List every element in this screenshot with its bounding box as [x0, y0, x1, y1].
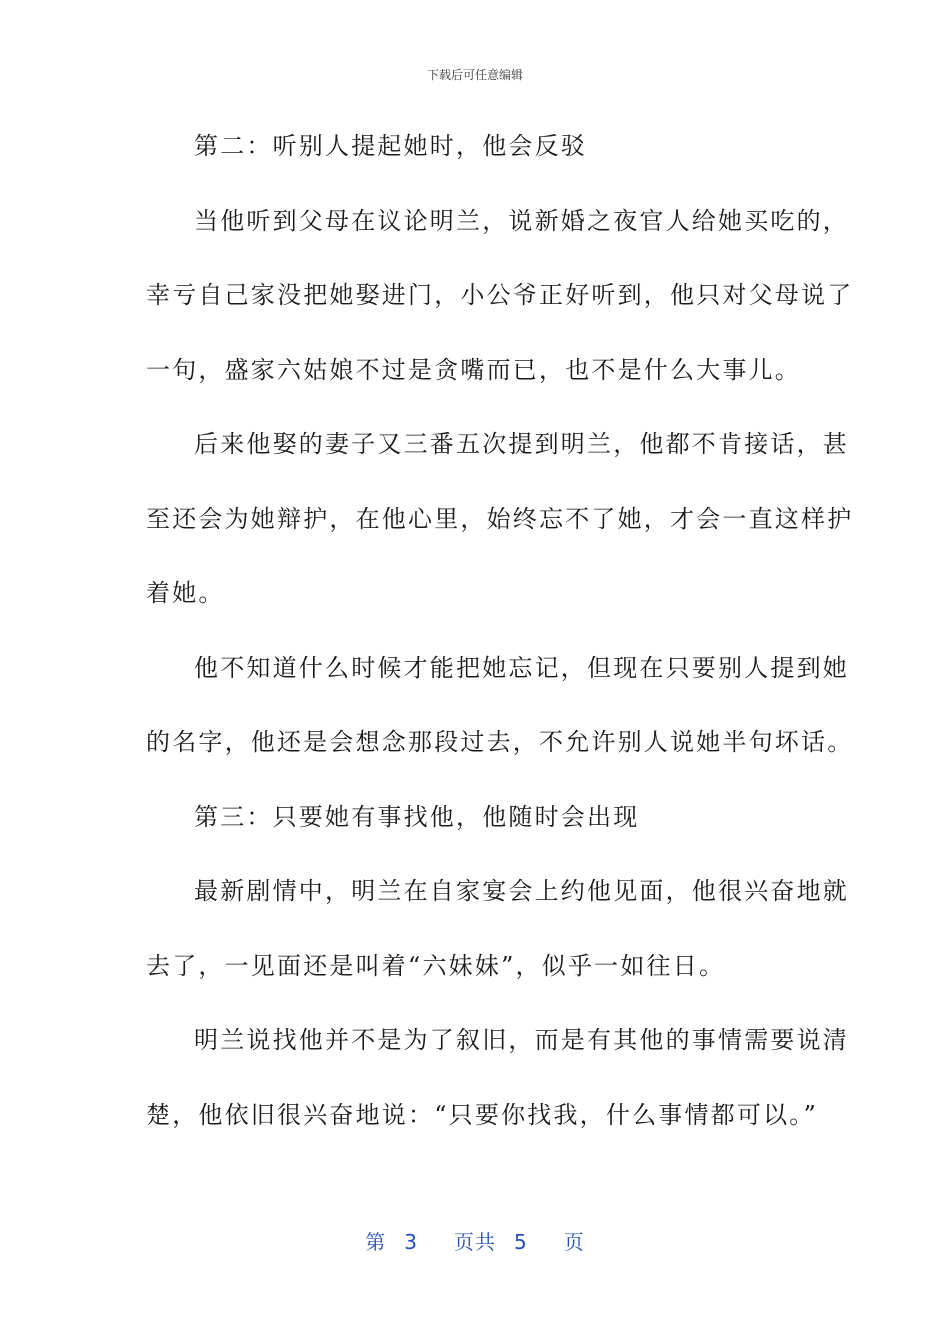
page-footer — [0, 1226, 950, 1255]
body-line: 第三：只要她有事找他，他随时会出现 — [194, 802, 640, 831]
body-line: 后来他娶的妻子又三番五次提到明兰，他都不肯接话，甚 — [194, 430, 849, 458]
body-line: 着她。 — [146, 579, 225, 607]
body-line: 最新剧情中，明兰在自家宴会上约他见面，他很兴奋地就 — [194, 877, 849, 905]
page-header: 下载后可任意编辑 — [426, 68, 523, 82]
page-label-prefix: 第 — [365, 1230, 387, 1254]
document-body — [146, 120, 854, 1163]
body-line: 第二：听别人提起她时，他会反驳 — [194, 132, 587, 160]
page-label-suffix: 页 — [563, 1230, 585, 1254]
current-page-number: 3 — [404, 1230, 418, 1254]
body-line: 明兰说找他并不是为了叙旧，而是有其他的事情需要说清 — [194, 1026, 849, 1054]
body-line: 至还会为她辩护，在他心里，始终忘不了她，才会一直这样护 — [146, 504, 854, 533]
page-label-mid: 页共 — [454, 1230, 496, 1254]
body-line: 他不知道什么时候才能把她忘记，但现在只要别人提到她 — [194, 653, 849, 682]
body-line: 楚，他依旧很兴奋地说：“只要你找我，什么事情都可以。” — [146, 1100, 818, 1129]
total-pages-number: 5 — [514, 1230, 528, 1254]
body-line: 去了，一见面还是叫着“六妹妹”，似乎一如往日。 — [146, 951, 726, 980]
body-line: 幸亏自己家没把她娶进门，小公爷正好听到，他只对父母说了 — [146, 281, 854, 309]
body-line: 的名字，他还是会想念那段过去，不允许别人说她半句坏话。 — [146, 728, 854, 756]
body-line: 一句，盛家六姑娘不过是贪嘴而已，也不是什么大事儿。 — [146, 355, 801, 384]
body-line: 当他听到父母在议论明兰，说新婚之夜官人给她买吃的， — [194, 206, 849, 235]
